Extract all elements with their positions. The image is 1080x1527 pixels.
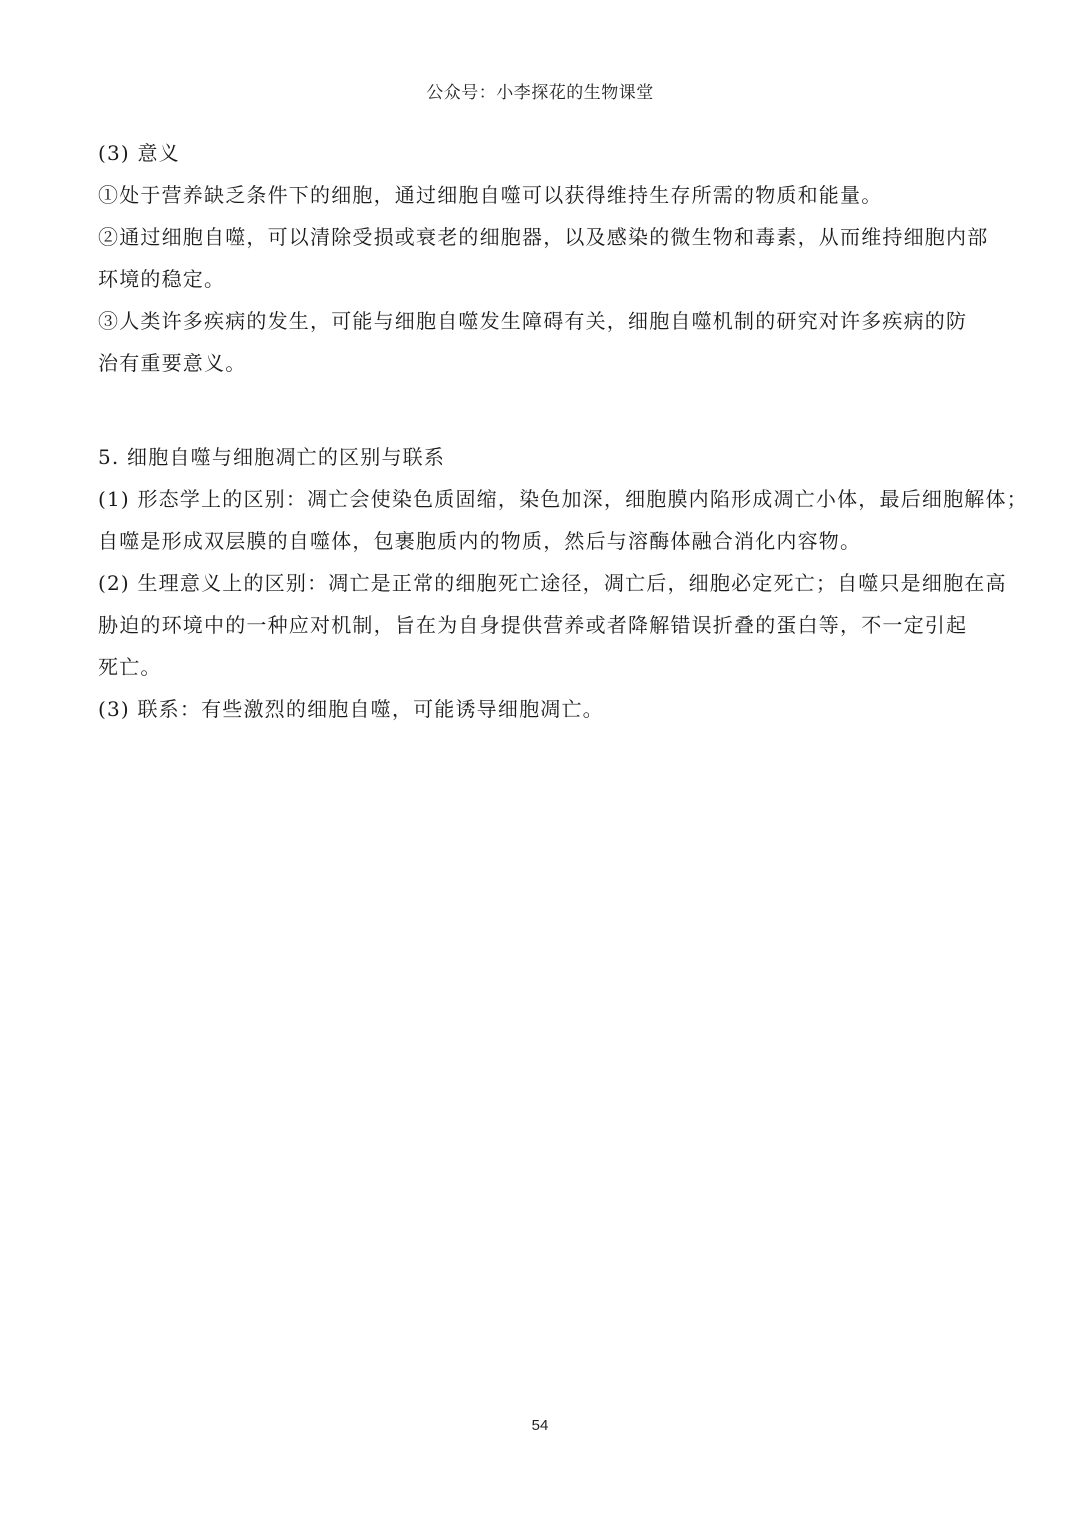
- section-heading-significance: (3) 意义: [98, 141, 180, 165]
- paragraph-line: (2) 生理意义上的区别：凋亡是正常的细胞死亡途径，凋亡后，细胞必定死亡；自噬只是细胞在高: [98, 571, 1007, 595]
- paragraph-line: 自噬是形成双层膜的自噬体，包裹胞质内的物质，然后与溶酶体融合消化内容物。: [98, 529, 862, 553]
- page-header: 公众号：小李探花的生物课堂: [426, 83, 654, 103]
- section-spacer: [98, 384, 988, 436]
- paragraph-line: ③人类许多疾病的发生，可能与细胞自噬发生障碍有关，细胞自噬机制的研究对许多疾病的防: [98, 309, 968, 333]
- paragraph-line: 环境的稳定。: [98, 267, 226, 291]
- paragraph-line: ②通过细胞自噬，可以清除受损或衰老的细胞器，以及感染的微生物和毒素，从而维持细胞内部: [98, 225, 989, 249]
- document-body: [98, 132, 1028, 730]
- section-heading-comparison: 5. 细胞自噬与细胞凋亡的区别与联系: [98, 445, 446, 469]
- paragraph-line: (3) 联系：有些激烈的细胞自噬，可能诱导细胞凋亡。: [98, 697, 604, 721]
- paragraph-line: ①处于营养缺乏条件下的细胞，通过细胞自噬可以获得维持生存所需的物质和能量。: [98, 183, 883, 207]
- paragraph-line: 胁迫的环境中的一种应对机制，旨在为自身提供营养或者降解错误折叠的蛋白等，不一定引起: [98, 613, 968, 637]
- page-number: 54: [531, 1417, 549, 1434]
- paragraph-line: (1) 形态学上的区别：凋亡会使染色质固缩，染色加深，细胞膜内陷形成凋亡小体，最后细胞解体；: [98, 487, 1028, 511]
- paragraph-line: 治有重要意义。: [98, 351, 247, 375]
- paragraph-line: 死亡。: [98, 655, 162, 679]
